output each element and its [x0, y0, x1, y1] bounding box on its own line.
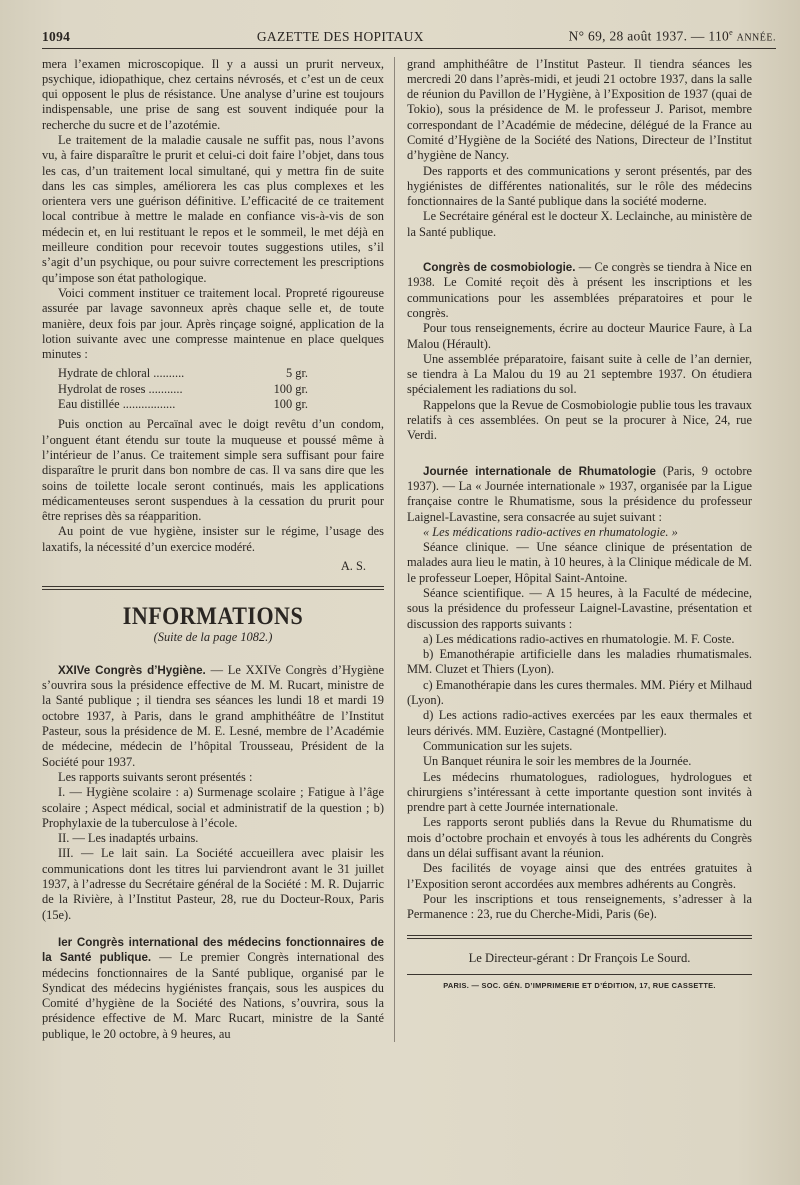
printer-rule	[407, 974, 752, 975]
prescription	[58, 366, 308, 412]
news-item: Congrès de cosmobiologie. — Ce congrès se tiendra à Nice en 1938. Le Comité reçoit dès à présent les inscriptions et les communications pour les assemblées préparatoires et pour le congrès.	[407, 260, 752, 320]
paragraph: Les rapports seront publiés dans la Revue du Rhumatisme du mois d’octobre prochain et envoyés à tous les adhérents du Congrès dans un délai suffisant avant la réunion.	[407, 815, 752, 861]
left-column	[42, 57, 394, 1043]
paragraph: Rappelons que la Revue de Cosmobiologie publie tous les travaux relatifs à ces assemblées. On peut se la procurer à Nice, 24, rue Verdi.	[407, 397, 752, 443]
prescription-line: Eau distillée ................. 100 gr.	[58, 397, 308, 412]
paragraph: Les rapports suivants seront présentés :	[58, 769, 253, 784]
paragraph: b) Emanothérapie artificielle dans les maladies rhumatismales. MM. Cluzet et Thiers (Lyon).	[407, 647, 752, 677]
paragraph: Pour les inscriptions et tous renseignements, s’adresser à la Permanence : 23, rue du Cherche-Midi, Paris (6e).	[407, 891, 752, 922]
paragraph: c) Emanothérapie dans les cures thermales. MM. Piéry et Milhaud (Lyon).	[407, 677, 752, 708]
columns	[42, 57, 776, 1043]
paragraph: Une assemblée préparatoire, faisant suite à celle de l’an dernier, se tiendra à La Malou du 19 au 21 septembre 1937. On étudiera spécialement les radiations du sol.	[407, 351, 752, 397]
section-subtitle: (Suite de la page 1082.)	[153, 629, 273, 644]
paragraph: Le Secrétaire général est le docteur X. Leclainche, au ministère de la Santé publique.	[407, 209, 752, 239]
section-title: INFORMATIONS	[122, 601, 304, 631]
paragraph: I. — Hygiène scolaire : a) Surmenage scolaire ; Fatigue à l’âge scolaire ; Aspect médical, social et administratif de la question ; b) Prophylaxie de la tuberculose à l’école.	[42, 785, 384, 830]
director-line: Le Directeur-gérant : Dr François Le Sourd.	[468, 950, 691, 965]
printer-imprint: PARIS. — SOC. GÉN. D’IMPRIMERIE ET D’ÉDITION, 17, RUE CASSETTE.	[443, 980, 716, 990]
page-header	[42, 28, 776, 49]
paragraph: Séance clinique. — Une séance clinique de présentation de malades aura lieu le matin, à 10 heures, à la Clinique médicale de M. le professeur Loeper, Hôpital Saint-Antoine.	[407, 540, 752, 585]
page-number: 1094	[42, 28, 71, 44]
paragraph: Des facilités de voyage ainsi que des entrées gratuites à l’Exposition seront accordées aux membres adhérents au Congrès.	[407, 861, 752, 891]
news-item: Ier Congrès international des médecins fonctionnaires de la Santé publique. — Le premier Congrès international des médecins fonctionnaires de la Santé publique, organisé par le Syndicat des médecins hygiénistes français, sous les auspices du Comité d’hygiène de la Société des Nations, s’ouvrira, sous la présidence effective de M. Marc Rucart, ministre de la Santé publique, le 20 octobre, à 9 heures, au	[42, 935, 384, 1041]
paragraph: Les médecins rhumatologues, radiologues, hydrologues et chirurgiens s’intéressant à cette importante question sont invités à prendre part à cette Journée internationale.	[407, 769, 752, 815]
paragraph: d) Les actions radio-actives exercées par les eaux thermales et leurs dérivés. MM. Euzière, Castagné (Montpellier).	[407, 708, 752, 738]
journal-title: GAZETTE DES HOPITAUX	[256, 28, 424, 44]
news-item: XXIVe Congrès d’Hygiène. — Le XXIVe Congrès d’Hygiène s’ouvrira sous la présidence effective de M. M. Rucart, ministre de la Santé publique ; il tiendra ses séances les lundi 18 et mardi 19 octobre 1937, à Paris, dans le grand amphithéâtre de l’Institut Pasteur, sous la présidence de M. E. Lesné, membre de l’Académie de médecine, médecin de l’hôpital Trousseau, Président de la Société pour 1937.	[42, 662, 384, 769]
paragraph: Voici comment instituer ce traitement local. Propreté rigoureuse assurée par lavage savonneux après chaque selle et, de toute manière, deux fois par jour. Après rinçage soigné, application de la lotion suivante avec une compresse maintenue en place quelques minutes :	[42, 285, 384, 362]
paragraph: Le traitement de la maladie causale ne suffit pas, nous l’avons vu, à faire disparaître le prurit et celui-ci doit faire l’objet, dans tous les cas, d’un traitement local simultané, qui y mettra fin de suite dans les cas simples, améliorera les cas plus complexes et les orientera vers une guérison définitive. L’efficacité de ce traitement local contribue à mettre le malade en confiance vis-à-vis de son médecin et, en lui restituant le repos et le sommeil, le met déjà en meilleure condition pour recevoir toutes suggestions utiles, s’il s’agit d’un psychique, ou pour suivre correctement les prescriptions qu’impose son état pathologique.	[42, 132, 384, 285]
author-signature: A. S.	[340, 559, 366, 573]
paragraph: Puis onction au Percaïnal avec le doigt revêtu d’un condom, l’onguent étant étendu sur toute la muqueuse et poussé même à l’intérieur de l’anus. Ce traitement simple sera suffisant pour faire disparaître le prurit dans bon nombre de cas. Il va sans dire que les soins de toilette locale seront continués, mais les applications médicamenteuses seront suspendues à la cessation du prurit pour être reprises dès sa réapparition.	[42, 417, 384, 524]
news-item: Journée internationale de Rhumatologie (Paris, 9 octobre 1937). — La « Journée internationale » 1937, organisée par la Ligue française contre le Rhumatisme, sous la présidence du professeur Laignel-Lavastine, sera consacrée au sujet suivant :	[407, 463, 752, 524]
paragraph: Au point de vue hygiène, insister sur le régime, l’usage des laxatifs, la nécessité d’un exercice modéré.	[42, 524, 384, 554]
paragraph: grand amphithéâtre de l’Institut Pasteur. Il tiendra séances les mercredi 20 dans l’après-midi, et jeudi 21 octobre 1937, dans la salle de réunion du Pavillon de l’Hygiène, à l’Exposition de 1937 (quai de Tokio), sous la présidence de M. le professeur J. Parisot, membre correspondant de l’Académie de médecine, délégué de la France au Comité d’Hygiène de la Société des Nations, Directeur de l’Institut d’hygiène de Nancy.	[407, 56, 752, 163]
paragraph: mera l’examen microscopique. Il y a aussi un prurit nerveux, psychique, idiopathique, chez certains névrosés, et c’est un de ceux qui opposent le plus de résistance. Une analyse d’urine est toujours indispensable, une prise de sang est souvent indiquée pour la recherche du sucre et de l’azotémie.	[42, 56, 384, 132]
paragraph: II. — Les inadaptés urbains.	[58, 831, 199, 846]
paragraph: Communication sur les sujets.	[423, 738, 573, 753]
prescription-line: Hydrolat de roses ........... 100 gr.	[58, 381, 308, 396]
double-rule	[42, 586, 384, 590]
issue-info: N° 69, 28 août 1937. — 110e ANNÉE.	[568, 28, 776, 44]
right-column	[394, 57, 752, 1043]
paragraph: Un Banquet réunira le soir les membres de la Journée.	[423, 754, 692, 769]
paragraph: « Les médications radio-actives en rhumatologie. »	[423, 524, 678, 539]
paragraph: III. — Le lait sain. La Société accueillera avec plaisir les communications dont les titres lui parviendront avant le 31 juillet 1937, à l’adresse du Secrétaire général de la Société : M. R. Dujarric de la Rivière, à l’Institut Pasteur, 28, rue du Docteur-Roux, Paris (15e).	[42, 846, 384, 922]
paragraph: a) Les médications radio-actives en rhumatologie. M. F. Coste.	[423, 631, 735, 646]
double-rule	[407, 935, 752, 939]
paragraph: Pour tous renseignements, écrire au docteur Maurice Faure, à La Malou (Hérault).	[407, 321, 752, 351]
paragraph: Des rapports et des communications y seront présentés, par des hygiénistes de différentes nationalités, sur le rôle des médecins fonctionnaires de la Santé publique dans la société moderne.	[407, 163, 752, 209]
paragraph: Séance scientifique. — A 15 heures, à la Faculté de médecine, sous la présidence du professeur Laignel-Lavastine, présentation et discussion des rapports suivants :	[407, 586, 752, 631]
prescription-line: Hydrate de chloral .......... 5 gr.	[58, 366, 308, 381]
